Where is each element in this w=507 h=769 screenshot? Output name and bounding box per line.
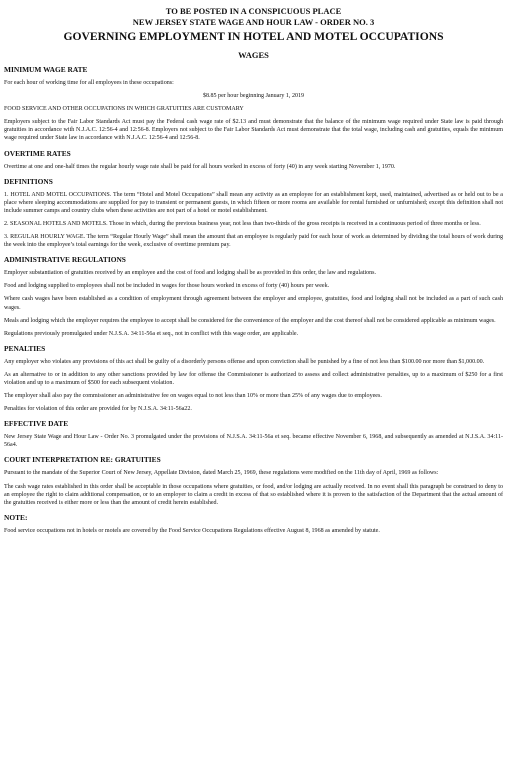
effective-date-text: New Jersey State Wage and Hour Law - Order No. 3 promulgated under the provisions of N.J.S.A. 34:11-56a et seq. became effective November 6, 1968, and subsequently as amended at N.J.S.A. 34:11-56a4. [4,434,503,449]
administrative-item: Where cash wages have been established as a condition of employment through agreement between the employer and employee, gratuities, food and lodging shall not be included as a part of such cash wages. [4,296,503,311]
administrative-item: Meals and lodging which the employer requires the employee to accept shall be considered for the convenience of the employer and the cost thereof shall not be considered applicable as minimum wages. [4,317,496,324]
minimum-wage-rate: $8.85 per hour beginning January 1, 2019 [202,93,305,100]
definition-item: 3. REGULAR HOURLY WAGE. The term “Regular Hourly Wage” shall mean the amount that an employee is regularly paid for each hour of work as determined by dividing the total hours of work during the week into the employee’s total earnings for the week, exclusive of overtime premium pay. [4,234,503,249]
penalties-item: Any employer who violates any provisions of this act shall be guilty of a disorderly persons offense and upon conviction shall be punished by a fine of not less than $100.00 nor more than $1,000.00. [4,358,485,365]
order-title: NEW JERSEY STATE WAGE AND HOUR LAW - ORDER NO. 3 [132,17,375,27]
penalties-item: As an alternative to or in addition to any other sanctions provided by law for offense the Commissioner is authorized to assess and collect administrative penalties, up to a maximum of $250 for a first violation and up to a maximum of $500 for each subsequent violation. [4,371,503,386]
overtime-text: Overtime at one and one-half times the regular hourly wage rate shall be paid for all hours worked in excess of forty (40) in any week starting November 1, 1970. [4,163,396,170]
gratuity-heading: FOOD SERVICE AND OTHER OCCUPATIONS IN WHICH GRATUITIES ARE CUSTOMARY [4,106,244,113]
administrative-item: Regulations previously promulgated under N.J.S.A. 34:11-56a et seq., not in conflict with this wage order, are applicable. [4,330,299,337]
administrative-heading: ADMINISTRATIVE REGULATIONS [4,255,126,265]
minimum-wage-intro: For each hour of working time for all employees in these occupations: [4,80,174,86]
document-title: GOVERNING EMPLOYMENT IN HOTEL AND MOTEL OCCUPATIONS [63,30,444,43]
note-text: Food service occupations not in hotels or motels are covered by the Food Service Occupations Regulations effective August 8, 1968 as amended by statute. [4,527,380,534]
effective-date-heading: EFFECTIVE DATE [4,419,69,429]
court-interpretation-item: Pursuant to the mandate of the Superior Court of New Jersey, Appellate Division, dated March 25, 1969, these regulations were modified on the 11th day of April, 1969 as follows: [4,470,439,477]
minimum-wage-heading: MINIMUM WAGE RATE [4,65,88,74]
court-interpretation-item: The cash wage rates established in this order shall be acceptable in those occupations where gratuities, or food, and/or lodging are actually received. In no event shall this paragraph be construed to deny to an employee the right to claim additional compensation, or to an employer to claim a credit in excess of that so established where it is proven to the satisfaction of the Department that the actual amount of the gratuities received is either more or less than the amount of credit herein established. [4,483,503,506]
penalties-item: The employer shall also pay the commissioner an administrative fee on wages equal to not less than 10% or more than 25% of any wages due to employees. [4,393,382,400]
posting-notice: TO BE POSTED IN A CONSPICUOUS PLACE [165,6,342,16]
definitions-heading: DEFINITIONS [4,176,53,186]
definition-item: 2. SEASONAL HOTELS AND MOTELS. Those in which, during the previous business year, not less than two-thirds of the gross receipts is received in a continuous period of three months or less. [4,220,481,227]
court-interpretation-heading: COURT INTERPRETATION RE: GRATUITIES [4,455,161,465]
gratuity-text: Employers subject to the Fair Labor Standards Act must pay the Federal cash wage rate of $2.13 and must demonstrate that the balance of the minimum wage required under State law is paid through gratuities in accordance with N.J.A.C. 12:56-4 and 12:56-8. Employers not subject to the Fair Labor Standards Act must demonstrate that the total wage, including cash and gratuities, equals the minimum wage required under State law in accordance with N.J.A.C. 12:56-4 and 12:56-8. [4,119,503,142]
penalties-item: Penalties for violation of this order are provided for by N.J.S.A. 34:11-56a22. [4,406,192,413]
note-heading: NOTE: [4,512,28,522]
wages-subtitle: WAGES [238,50,269,60]
penalties-heading: PENALTIES [4,343,46,353]
definition-item: 1. HOTEL AND MOTEL OCCUPATIONS. The term “Hotel and Motel Occupations” shall mean any activity as an employee for an establishment kept, used, maintained, advertised as or held out to be a place where sleeping accommodations are supplied for pay to transient or permanent guests, in which fifteen or more rooms are available for rental furnished or unfurnished; except this definition shall not include summer camps and country clubs when these activities are not part of a hotel or motel establishment. [4,191,503,214]
overtime-heading: OVERTIME RATES [4,148,71,158]
administrative-item: Food and lodging supplied to employees shall not be included in wages for those hours worked in excess of forty (40) hours per week. [4,283,330,290]
administrative-item: Employer substantiation of gratuities received by an employee and the cost of food and lodging shall be as provided in this order, the law and regulations. [4,270,377,277]
